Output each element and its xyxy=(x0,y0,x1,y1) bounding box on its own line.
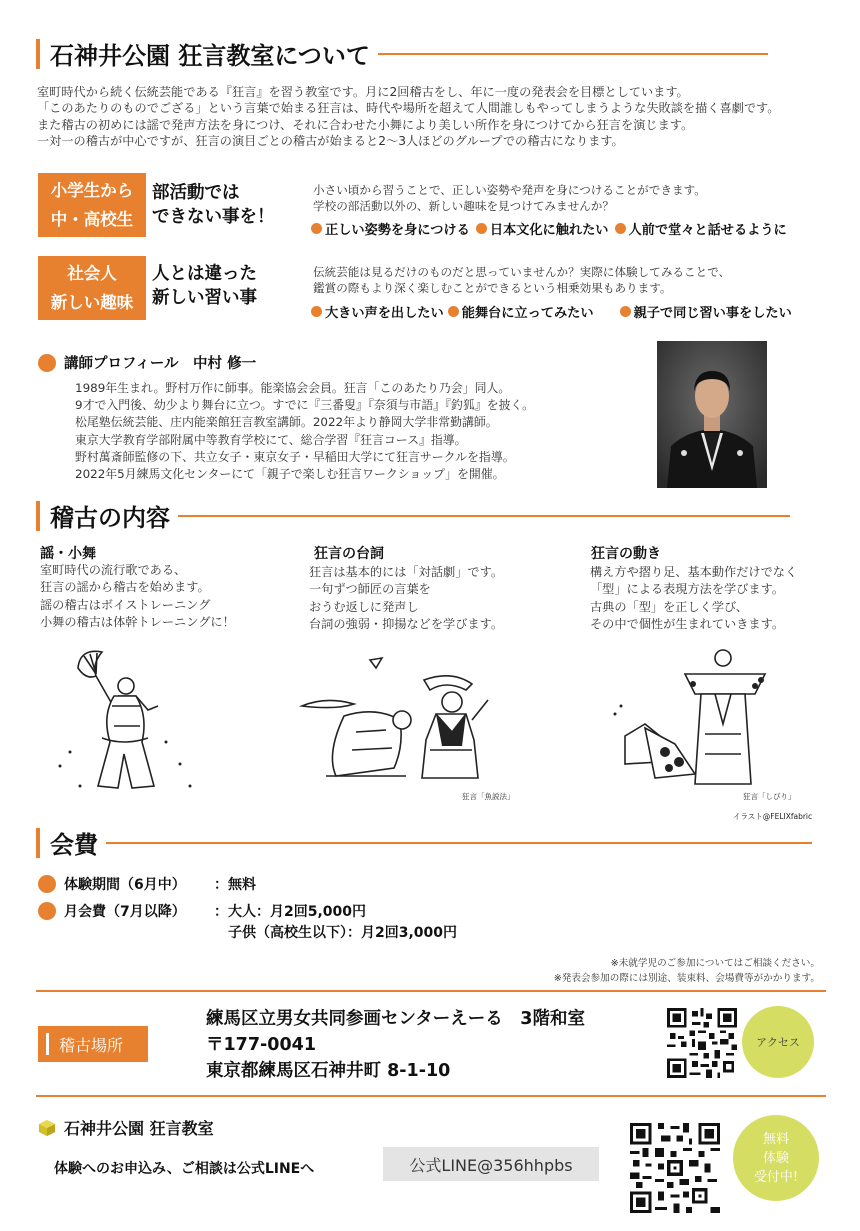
illustration-caption: 狂言「魚説法」 xyxy=(462,792,515,801)
lesson-title: 稽古の内容 xyxy=(50,504,170,532)
desc-line: 小さい頃から習うことで、正しい姿勢や発声を身につけることができます。 xyxy=(313,183,706,197)
heading-rule xyxy=(106,842,812,844)
desc-line: 学校の部活動以外の、新しい趣味を見つけてみませんか？ xyxy=(313,199,614,213)
divider xyxy=(36,1095,826,1097)
about-title: 石神井公園 狂言教室について xyxy=(50,42,370,70)
divider xyxy=(36,990,826,992)
lesson-heading xyxy=(36,498,790,533)
target-tag-line: 小学生から xyxy=(50,181,134,200)
target-tag-students xyxy=(38,173,146,237)
fee-label: 体験期間（6月中） xyxy=(64,877,186,893)
dancer-illustration xyxy=(40,646,220,802)
bio-line: 松尾塾伝統芸能、庄内能楽館狂言教室講師。2022年より静岡大学非常勤講師。 xyxy=(75,415,498,430)
target-headline-students xyxy=(152,181,275,229)
headline-line: 部活動では xyxy=(152,183,240,203)
point-label: 親子で同じ習い事をしたい xyxy=(633,306,792,321)
fee-value: 子供（高校生以下）：月2回3,000円 xyxy=(228,925,458,941)
heading-bar xyxy=(36,501,40,531)
free-trial-badge xyxy=(733,1115,819,1201)
access-label: アクセス xyxy=(756,1035,800,1049)
lesson-col-text xyxy=(590,564,797,634)
point-label: 能舞台に立ってみたい xyxy=(461,306,594,321)
lesson-line: 室町時代の流行歌である、 xyxy=(40,563,187,577)
org-name-block xyxy=(38,1116,214,1139)
target-points-adults xyxy=(311,302,792,321)
headline-line: 新しい習い事 xyxy=(152,288,257,308)
illustration-caption: 狂言「しびり」 xyxy=(743,792,796,801)
target-headline-adults xyxy=(152,262,257,310)
desc-line: 伝統芸能は見るだけのものだと思っていませんか？実際に体験してみることで、 xyxy=(313,265,731,279)
point-label: 正しい姿勢を身につける xyxy=(325,223,470,238)
point-item xyxy=(311,302,444,321)
bio-line: 野村萬斎師監修の下、共立女子・東京女子・早稲田大学にて狂言サークルを指導。 xyxy=(75,449,515,464)
about-text xyxy=(37,84,779,149)
fee-note: ※未就学児のご参加についてはご相談ください。 xyxy=(610,958,820,969)
line-id: 公式LINE@356hhpbs xyxy=(409,1155,573,1175)
target-tag-line: 社会人 xyxy=(67,264,117,283)
target-tag-line: 中・高校生 xyxy=(50,210,134,229)
about-line: また稽古の初めには謡で発声方法を身につけ、それに合わせた小舞により美しい所作を身につけてから狂言を演じます。 xyxy=(37,117,694,132)
lesson-line: 小舞の稽古は体幹トレーニングに！ xyxy=(40,615,235,630)
bullet-dot-icon xyxy=(620,306,631,317)
bullet-dot-icon xyxy=(38,902,56,920)
place-name: 練馬区立男女共同参画センターえーる 3階和室 xyxy=(206,1009,585,1029)
lesson-line: 狂言は基本的には「対話劇」です。 xyxy=(309,565,504,579)
target-tag-adults xyxy=(38,256,146,320)
bio-line: 9才で入門後、幼少より舞台に立つ。すでに『三番叟』『奈須与市語』『釣狐』を披く。 xyxy=(75,398,535,413)
bio-line: 東京大学教育学部附属中等教育学校にて、総合学習『狂言コース』指導。 xyxy=(75,432,467,447)
lesson-col-title: 謡・小舞 xyxy=(40,546,96,562)
heading-rule xyxy=(178,515,790,517)
bullet-dot-icon xyxy=(311,223,322,234)
illustration-credit: イラスト@FELIXfabric xyxy=(733,812,813,821)
point-label: 日本文化に触れたい xyxy=(489,223,609,238)
heading-bar xyxy=(36,39,40,69)
place-address xyxy=(206,1006,585,1084)
lesson-line: 構え方や摺り足、基本動作だけでなく xyxy=(590,565,798,579)
headline-line: できない事を！ xyxy=(152,207,275,227)
bullet-dot-icon xyxy=(38,875,56,893)
about-line: 「このあたりのものでござる」という言葉で始まる狂言は、時代や場所を超えて人間誰しもやってしまうような失敗談を描く喜劇です。 xyxy=(37,101,780,116)
bullet-dot-icon xyxy=(311,306,322,317)
badge-line: 無料 xyxy=(762,1131,789,1147)
cube-icon xyxy=(38,1119,56,1137)
lesson-col-text xyxy=(40,562,235,632)
about-heading xyxy=(36,36,768,71)
access-badge[interactable] xyxy=(742,1006,814,1078)
badge-line: 体験 xyxy=(762,1150,789,1166)
lesson-line: 台詞の強弱・抑揚などを学びます。 xyxy=(309,617,504,632)
point-item xyxy=(448,302,594,321)
bio-line: 2022年5月練馬文化センターにて「親子で楽しむ狂言ワークショップ」を開催。 xyxy=(75,467,505,482)
line-id-box[interactable] xyxy=(383,1147,599,1181)
instructor-photo xyxy=(657,341,767,488)
bullet-dot-icon xyxy=(615,223,626,234)
point-label: 人前で堂々と話せるように xyxy=(628,223,787,238)
point-item xyxy=(620,302,792,321)
lesson-line: 謡の稽古はボイストレーニング xyxy=(40,597,211,612)
point-label: 大きい声を出したい xyxy=(325,306,444,321)
point-item xyxy=(615,219,787,238)
place-street: 東京都練馬区石神井町 8-1-10 xyxy=(206,1061,451,1081)
target-tag-line: 新しい趣味 xyxy=(50,293,134,312)
fee-value: ：大人：月2回5,000円 xyxy=(214,904,367,920)
bullet-dot-icon xyxy=(448,306,459,317)
headline-line: 人とは違った xyxy=(152,264,257,284)
lesson-col-text xyxy=(309,564,503,634)
lesson-line: おうむ返しに発声し xyxy=(309,599,419,614)
bullet-dot-icon xyxy=(476,223,487,234)
place-tag-label: 稽古場所 xyxy=(59,1035,124,1055)
lesson-line: 古典の「型」を正しく学び、 xyxy=(590,599,748,614)
target-desc-adults xyxy=(313,264,730,296)
instructor-heading xyxy=(38,352,256,373)
line-qr-code[interactable] xyxy=(630,1123,720,1213)
lesson-line: 一句ずつ師匠の言葉を xyxy=(309,582,431,597)
access-qr-code[interactable] xyxy=(667,1008,737,1078)
place-tag xyxy=(38,1026,148,1062)
target-points-students xyxy=(311,219,787,238)
fee-monthly xyxy=(38,901,366,921)
lesson-col-title: 狂言の動き xyxy=(591,546,661,562)
heading-bar xyxy=(36,828,40,858)
kyogen-dialogue-illustration xyxy=(296,650,516,790)
place-postal: 〒177-0041 xyxy=(206,1035,316,1055)
lesson-line: その中で個性が生まれていきます。 xyxy=(590,617,785,632)
fee-monthly-child xyxy=(228,922,457,942)
lesson-line: 狂言の謡から稽古を始めます。 xyxy=(40,580,210,595)
kyogen-movement-illustration xyxy=(605,644,805,794)
point-item xyxy=(311,219,470,238)
point-item xyxy=(476,219,609,238)
instructor-title: 講師プロフィール 中村 修一 xyxy=(64,356,257,372)
fee-note: ※発表会参加の際には別途、装束料、会場費等がかかります。 xyxy=(553,973,820,984)
heading-rule xyxy=(378,53,768,55)
tag-bar xyxy=(46,1033,49,1055)
fees-heading xyxy=(36,825,812,860)
lesson-line: 「型」による表現方法を学びます。 xyxy=(590,582,785,597)
lesson-col-title: 狂言の台詞 xyxy=(314,546,384,562)
bio-line: 1989年生まれ。野村万作に師事。能楽協会会員。狂言「このあたり乃会」同人。 xyxy=(75,381,511,395)
badge-line: 受付中! xyxy=(753,1169,799,1185)
fees-title: 会費 xyxy=(50,831,98,859)
instructor-bio xyxy=(75,380,534,483)
target-desc-students xyxy=(313,182,706,214)
fee-label: 月会費（7月以降） xyxy=(64,904,186,920)
bullet-dot-icon xyxy=(38,354,56,372)
about-line: 一対一の稽古が中心ですが、狂言の演目ごとの稽古が始まると2〜3人ほどのグループでの稽古になります。 xyxy=(37,133,624,148)
org-name: 石神井公園 狂言教室 xyxy=(64,1119,214,1138)
apply-text: 体験へのお申込み、ご相談は公式LINEへ xyxy=(54,1161,315,1177)
fee-trial xyxy=(38,874,256,894)
about-line: 室町時代から続く伝統芸能である『狂言』を習う教室です。月に2回稽古をし、年に一度の発表会を目標としています。 xyxy=(37,85,689,99)
fee-value: ：無料 xyxy=(214,877,256,893)
desc-line: 鑑賞の際もより深く楽しむことができるという相乗効果もあります。 xyxy=(313,281,672,295)
